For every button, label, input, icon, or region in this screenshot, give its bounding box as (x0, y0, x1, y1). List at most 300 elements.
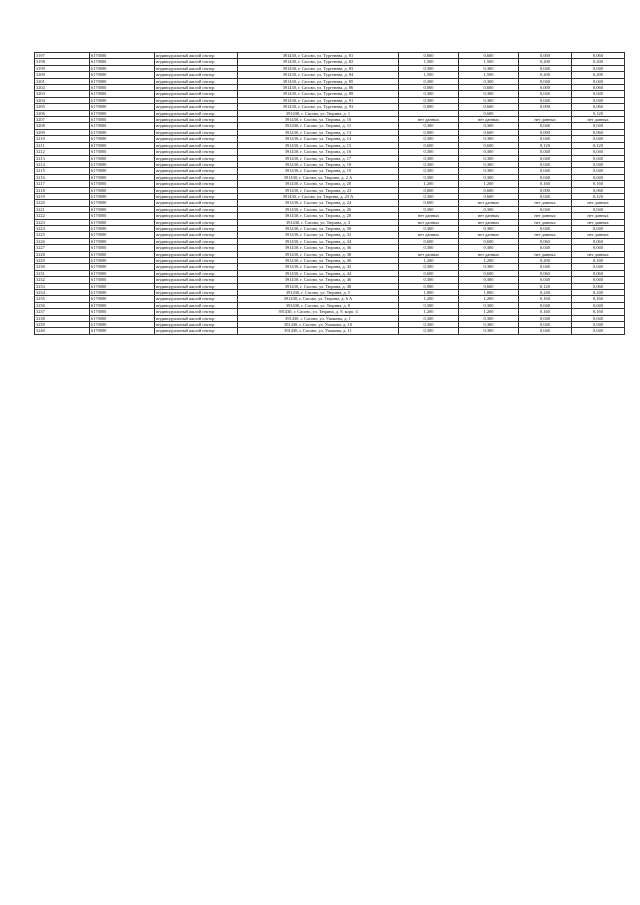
cell-sector: индивидуальный жилой сектор (155, 117, 238, 123)
cell-v1: 0,300 (399, 328, 459, 334)
cell-v4: 0,120 (572, 142, 625, 148)
cell-v4: 0,040 (572, 149, 625, 155)
cell-v2: 0,300 (459, 168, 519, 174)
cell-address: 391430, г. Сасово, ул. Тургенева, д. 86 (238, 85, 399, 91)
cell-v3: 0,040 (519, 206, 572, 212)
cell-v3: 0,040 (519, 264, 572, 270)
cell-v2: 0,300 (459, 302, 519, 308)
cell-sector: индивидуальный жилой сектор (155, 328, 238, 334)
cell-address: 391430, г. Сасово, ул. Тургенева, д. 85 (238, 78, 399, 84)
cell-id: 3209 (35, 129, 90, 135)
cell-v4: 0,040 (572, 123, 625, 129)
cell-v2: нет данных (459, 213, 519, 219)
cell-v1: 0,600 (399, 270, 459, 276)
cell-code: 6170000 (90, 91, 155, 97)
cell-sector: индивидуальный жилой сектор (155, 123, 238, 129)
cell-v1: 0,300 (399, 264, 459, 270)
cell-v2: 0,600 (459, 283, 519, 289)
cell-v3: 0,000 (519, 85, 572, 91)
cell-code: 6170000 (90, 187, 155, 193)
cell-sector: индивидуальный жилой сектор (155, 206, 238, 212)
cell-id: 3222 (35, 213, 90, 219)
cell-v4: 0,060 (572, 187, 625, 193)
cell-id: 3227 (35, 245, 90, 251)
cell-address: 391430, г. Сасово, ул. Тюрина, д. 26 (238, 206, 399, 212)
cell-sector: индивидуальный жилой сектор (155, 78, 238, 84)
cell-address: 391430, г. Сасово, ул. Ушакова, д. 11 (238, 328, 399, 334)
cell-id: 3214 (35, 161, 90, 167)
cell-code: 6170000 (90, 264, 155, 270)
cell-address: 391430, г. Сасово, ул. Тюрина, д. 6 А (238, 296, 399, 302)
cell-v1: 0,300 (399, 168, 459, 174)
cell-v1: нет данных (399, 117, 459, 123)
cell-v1: 0,600 (399, 200, 459, 206)
cell-v4: 0,060 (572, 270, 625, 276)
cell-sector: индивидуальный жилой сектор (155, 302, 238, 308)
cell-v4: 0,240 (572, 290, 625, 296)
cell-sector: индивидуальный жилой сектор (155, 174, 238, 180)
cell-id: 3232 (35, 277, 90, 283)
cell-v3: 0,040 (519, 174, 572, 180)
cell-v3: нет данных (519, 232, 572, 238)
cell-v3: 0,200 (519, 72, 572, 78)
cell-id: 3204 (35, 97, 90, 103)
cell-id: 3234 (35, 290, 90, 296)
cell-v3: 0,040 (519, 193, 572, 199)
cell-address: 391430, г. Сасово, ул. Тургенева, д. 93 (238, 104, 399, 110)
cell-address: 391430, г. Сасово, ул. Тюрина, д. 48 (238, 283, 399, 289)
cell-v3: 0,200 (519, 59, 572, 65)
cell-v3: 0,000 (519, 104, 572, 110)
cell-v4: 0,040 (572, 245, 625, 251)
cell-address: 391430, г. Сасово, ул. Тюрина, д. 19 (238, 168, 399, 174)
cell-sector: индивидуальный жилой сектор (155, 65, 238, 71)
cell-code: 6170000 (90, 322, 155, 328)
cell-v3: 0,040 (519, 328, 572, 334)
cell-address: 391430, г. Сасово, ул. Тюрина, д. 32 (238, 232, 399, 238)
cell-code: 6170000 (90, 181, 155, 187)
cell-v1: нет данных (399, 219, 459, 225)
cell-id: 3201 (35, 78, 90, 84)
cell-id: 3216 (35, 174, 90, 180)
cell-code: 6170000 (90, 59, 155, 65)
cell-v4: 0,040 (572, 161, 625, 167)
cell-v3: 0,040 (519, 315, 572, 321)
cell-v2: 0,600 (459, 104, 519, 110)
cell-v4: 0,040 (572, 315, 625, 321)
cell-v2: 0,300 (459, 149, 519, 155)
cell-id: 3230 (35, 264, 90, 270)
cell-id: 3218 (35, 187, 90, 193)
cell-address: 391430, г. Сасово, ул. Тюрина, д. 5 (238, 290, 399, 296)
cell-id: 3228 (35, 251, 90, 257)
cell-address: 391430, г. Сасово, ул. Тюрина, д. 9, корп. 4 (238, 309, 399, 315)
cell-address: 391430, г. Сасово, ул. Тюрина, д. 46 (238, 277, 399, 283)
cell-id: 3226 (35, 238, 90, 244)
cell-v4: 0,160 (572, 181, 625, 187)
data-table (34, 52, 625, 335)
cell-v3: 0,040 (519, 91, 572, 97)
table-body (35, 53, 625, 335)
cell-v4: 0,160 (572, 309, 625, 315)
cell-v4: 0,040 (572, 277, 625, 283)
cell-v3: 0,240 (519, 290, 572, 296)
cell-v2: 1,200 (459, 181, 519, 187)
cell-sector: индивидуальный жилой сектор (155, 187, 238, 193)
cell-v1: 0,300 (399, 302, 459, 308)
cell-code: 6170000 (90, 72, 155, 78)
table-row (35, 328, 625, 334)
cell-id: 3236 (35, 302, 90, 308)
cell-id: 3208 (35, 123, 90, 129)
cell-v1: 0,600 (399, 142, 459, 148)
cell-v4: 0,040 (572, 174, 625, 180)
cell-v2: 0,600 (459, 85, 519, 91)
cell-v4: нет данных (572, 232, 625, 238)
cell-v2: 0,300 (459, 264, 519, 270)
cell-v4: 0,060 (572, 104, 625, 110)
cell-sector: индивидуальный жилой сектор (155, 225, 238, 231)
cell-code: 6170000 (90, 97, 155, 103)
cell-id: 3211 (35, 142, 90, 148)
cell-v3: 0,040 (519, 78, 572, 84)
cell-v3: 0,040 (519, 168, 572, 174)
cell-v3: нет данных (519, 251, 572, 257)
cell-v3: 0,040 (519, 155, 572, 161)
cell-id: 3199 (35, 65, 90, 71)
cell-v2: 0,300 (459, 65, 519, 71)
cell-id: 3231 (35, 270, 90, 276)
cell-code: 6170000 (90, 161, 155, 167)
cell-v1: 0,000 (399, 129, 459, 135)
cell-v4: нет данных (572, 117, 625, 123)
cell-sector: индивидуальный жилой сектор (155, 155, 238, 161)
cell-code: 6170000 (90, 149, 155, 155)
cell-code: 6170000 (90, 251, 155, 257)
cell-code: 6170000 (90, 232, 155, 238)
cell-id: 3221 (35, 206, 90, 212)
cell-v4: 0,040 (572, 136, 625, 142)
cell-sector: индивидуальный жилой сектор (155, 72, 238, 78)
cell-v1: 0,300 (399, 155, 459, 161)
cell-v2: 0,300 (459, 277, 519, 283)
cell-address: 391430, г. Сасово, ул. Тюрина, д. 23 А (238, 193, 399, 199)
cell-v4: 0,200 (572, 72, 625, 78)
cell-v4: 0,040 (572, 168, 625, 174)
cell-sector: индивидуальный жилой сектор (155, 181, 238, 187)
cell-address: 391430, г. Сасово, ул. Тюрина, д. 23 (238, 187, 399, 193)
cell-sector: индивидуальный жилой сектор (155, 193, 238, 199)
cell-v3: 0,060 (519, 270, 572, 276)
cell-v4: 0,040 (572, 328, 625, 334)
cell-address: 391430, г. Сасово, ул. Тургенева, д. 81 (238, 53, 399, 59)
cell-sector: индивидуальный жилой сектор (155, 283, 238, 289)
cell-code: 6170000 (90, 123, 155, 129)
cell-sector: индивидуальный жилой сектор (155, 296, 238, 302)
cell-address: 391430, г. Сасово, ул. Тюрина, д. 1 (238, 110, 399, 116)
cell-id: 3212 (35, 149, 90, 155)
cell-v1: 1,500 (399, 59, 459, 65)
cell-id: 3205 (35, 104, 90, 110)
cell-address: 391430, г. Сасово, ул. Тургенева, д. 82 (238, 59, 399, 65)
cell-code: 6170000 (90, 283, 155, 289)
cell-v1: 0,300 (399, 225, 459, 231)
cell-v1: нет данных (399, 213, 459, 219)
cell-sector: индивидуальный жилой сектор (155, 251, 238, 257)
cell-code: 6170000 (90, 200, 155, 206)
cell-id: 3203 (35, 91, 90, 97)
cell-v2: 0,300 (459, 225, 519, 231)
cell-address: 391430, г. Сасово, ул. Тюрина, д. 17 (238, 155, 399, 161)
cell-v2: нет данных (459, 251, 519, 257)
cell-v3: 0,040 (519, 322, 572, 328)
cell-v1: 1,800 (399, 290, 459, 296)
cell-v2: 1,200 (459, 296, 519, 302)
cell-v3: 0,160 (519, 309, 572, 315)
cell-v3: 0,040 (519, 277, 572, 283)
cell-id: 3220 (35, 200, 90, 206)
cell-code: 6170000 (90, 219, 155, 225)
cell-id: 3219 (35, 193, 90, 199)
cell-v2: 0,600 (459, 53, 519, 59)
cell-v3: 0,200 (519, 258, 572, 264)
cell-sector: индивидуальный жилой сектор (155, 315, 238, 321)
cell-code: 6170000 (90, 136, 155, 142)
cell-address: 391430, г. Сасово, ул. Тургенева, д. 84 (238, 72, 399, 78)
cell-v4: 0,160 (572, 296, 625, 302)
cell-v1: нет данных (399, 251, 459, 257)
cell-sector: индивидуальный жилой сектор (155, 270, 238, 276)
cell-v4: 0,040 (572, 97, 625, 103)
cell-id: 3206 (35, 110, 90, 116)
cell-id: 3238 (35, 315, 90, 321)
cell-address: 391430, г. Сасово, ул. Тюрина, д. 10 (238, 117, 399, 123)
cell-code: 6170000 (90, 270, 155, 276)
cell-address: 391430, г. Сасово, ул. Тюрина, д. 44 (238, 270, 399, 276)
cell-v2: 0,300 (459, 174, 519, 180)
cell-id: 3198 (35, 59, 90, 65)
cell-v3: 0,000 (519, 129, 572, 135)
cell-sector: индивидуальный жилой сектор (155, 213, 238, 219)
cell-v1: 0,300 (399, 315, 459, 321)
cell-v1: 0,300 (399, 123, 459, 129)
cell-v1: 1,200 (399, 181, 459, 187)
cell-address: 391430, г. Сасово, ул. Тюрина, д. 11 (238, 123, 399, 129)
cell-v2: 0,300 (459, 91, 519, 97)
cell-sector: индивидуальный жилой сектор (155, 200, 238, 206)
cell-v3: 0,060 (519, 238, 572, 244)
cell-v1: 0,300 (399, 277, 459, 283)
cell-address: 391430, г. Сасово, ул. Тюрина, д. 14 (238, 136, 399, 142)
cell-v2: 0,300 (459, 206, 519, 212)
cell-v2: 0,300 (459, 97, 519, 103)
cell-code: 6170000 (90, 85, 155, 91)
cell-v1: нет данных (399, 232, 459, 238)
cell-v3: 0,040 (519, 97, 572, 103)
cell-v3: нет данных (519, 219, 572, 225)
cell-v2: 0,300 (459, 245, 519, 251)
cell-v1: 0,300 (399, 161, 459, 167)
cell-v3: 0,040 (519, 245, 572, 251)
cell-address: 391430, г. Сасово, ул. Тюрина, д. 36 (238, 245, 399, 251)
document-sheet (34, 52, 609, 335)
cell-address: 391430, г. Сасово, ул. Ушакова, д. 10 (238, 322, 399, 328)
cell-code: 6170000 (90, 245, 155, 251)
cell-id: 3225 (35, 232, 90, 238)
cell-address: 391430, г. Сасово, ул. Тургенева, д. 91 (238, 97, 399, 103)
cell-v3: 0,040 (519, 225, 572, 231)
cell-address: 391430, г. Сасово, ул. Тюрина, д. 38 (238, 251, 399, 257)
cell-sector: индивидуальный жилой сектор (155, 168, 238, 174)
cell-v2: 0,600 (459, 193, 519, 199)
cell-sector: индивидуальный жилой сектор (155, 85, 238, 91)
cell-v2: 1,500 (459, 59, 519, 65)
cell-v2: 0,300 (459, 155, 519, 161)
cell-code: 6170000 (90, 65, 155, 71)
cell-v4: 0,040 (572, 65, 625, 71)
cell-v2: нет данных (459, 117, 519, 123)
cell-id: 3217 (35, 181, 90, 187)
cell-v2: 0,600 (459, 142, 519, 148)
cell-code: 6170000 (90, 142, 155, 148)
cell-address: 391430, г. Сасово, ул. Тюрина, д. 34 (238, 238, 399, 244)
cell-v2: 0,600 (459, 270, 519, 276)
cell-v3: нет данных (519, 213, 572, 219)
cell-sector: индивидуальный жилой сектор (155, 245, 238, 251)
cell-code: 6170000 (90, 174, 155, 180)
cell-id: 3235 (35, 296, 90, 302)
cell-address: 391430, г. Сасово, ул. Тюрина, д. 15 (238, 142, 399, 148)
cell-v2: 0,300 (459, 322, 519, 328)
cell-v3: 0,040 (519, 161, 572, 167)
cell-v3: 0,160 (519, 181, 572, 187)
cell-code: 6170000 (90, 328, 155, 334)
cell-code: 6170000 (90, 238, 155, 244)
cell-v4: 0,040 (572, 322, 625, 328)
cell-v3: 0,160 (519, 296, 572, 302)
cell-v3: 0,040 (519, 149, 572, 155)
cell-v1: 0,300 (399, 149, 459, 155)
cell-v3: 0,000 (519, 187, 572, 193)
cell-code: 6170000 (90, 296, 155, 302)
cell-sector: индивидуальный жилой сектор (155, 97, 238, 103)
cell-sector: индивидуальный жилой сектор (155, 149, 238, 155)
cell-sector: индивидуальный жилой сектор (155, 290, 238, 296)
cell-v1: 0,300 (399, 206, 459, 212)
cell-v2: 1,200 (459, 309, 519, 315)
cell-address: 391430, г. Сасово, ул. Тюрина, д. 24 (238, 200, 399, 206)
cell-code: 6170000 (90, 277, 155, 283)
cell-sector: индивидуальный жилой сектор (155, 161, 238, 167)
cell-v4: 0,060 (572, 129, 625, 135)
cell-code: 6170000 (90, 104, 155, 110)
cell-sector: индивидуальный жилой сектор (155, 59, 238, 65)
cell-v3: 0,040 (519, 136, 572, 142)
cell-v1: 0,000 (399, 53, 459, 59)
cell-v1: 1,200 (399, 296, 459, 302)
cell-v1: 1,200 (399, 258, 459, 264)
cell-v1: 1,500 (399, 72, 459, 78)
cell-v2: 0,300 (459, 315, 519, 321)
cell-address: 391430, г. Сасово, ул. Тюрина, д. 20 (238, 181, 399, 187)
cell-address: 391430, г. Сасово, ул. Тюрина, д. 40 (238, 258, 399, 264)
cell-code: 6170000 (90, 110, 155, 116)
cell-v2: 0,300 (459, 328, 519, 334)
cell-v3: 0,040 (519, 65, 572, 71)
cell-code: 6170000 (90, 290, 155, 296)
cell-address: 391430, г. Сасово, ул. Тюрина, д. 16 (238, 149, 399, 155)
cell-v2: 0,300 (459, 123, 519, 129)
cell-id: 3229 (35, 258, 90, 264)
cell-sector: индивидуальный жилой сектор (155, 219, 238, 225)
cell-id: 3202 (35, 85, 90, 91)
cell-v1: 0,000 (399, 85, 459, 91)
cell-id: 3207 (35, 117, 90, 123)
cell-v4: 0,060 (572, 238, 625, 244)
cell-v1: 0,300 (399, 97, 459, 103)
cell-v2: нет данных (459, 219, 519, 225)
cell-v1: 0,300 (399, 245, 459, 251)
cell-v3: 0,120 (519, 283, 572, 289)
cell-v1: 0,300 (399, 91, 459, 97)
cell-sector: индивидуальный жилой сектор (155, 309, 238, 315)
cell-id: 3213 (35, 155, 90, 161)
cell-code: 6170000 (90, 117, 155, 123)
cell-code: 6170000 (90, 302, 155, 308)
cell-v4: 0,060 (572, 53, 625, 59)
cell-id: 3210 (35, 136, 90, 142)
cell-id: 3239 (35, 322, 90, 328)
cell-v2: нет данных (459, 232, 519, 238)
cell-address: 391430, г. Сасово, ул. Тюрина, д. 3 (238, 219, 399, 225)
cell-sector: индивидуальный жилой сектор (155, 264, 238, 270)
cell-address: 391430, г. Сасово, ул. Тургенева, д. 89 (238, 91, 399, 97)
cell-v2: 0,300 (459, 161, 519, 167)
cell-v1: 0,300 (399, 174, 459, 180)
cell-sector: индивидуальный жилой сектор (155, 110, 238, 116)
cell-code: 6170000 (90, 155, 155, 161)
cell-sector: индивидуальный жилой сектор (155, 53, 238, 59)
cell-code: 6170000 (90, 225, 155, 231)
cell-v2: 0,600 (459, 187, 519, 193)
cell-v2: 0,600 (459, 129, 519, 135)
cell-sector: индивидуальный жилой сектор (155, 129, 238, 135)
cell-address: 391430, г. Сасово, ул. Тюрина, д. 30 (238, 225, 399, 231)
cell-code: 6170000 (90, 206, 155, 212)
cell-v2: 1,800 (459, 290, 519, 296)
cell-id: 3197 (35, 53, 90, 59)
cell-code: 6170000 (90, 258, 155, 264)
cell-id: 3233 (35, 283, 90, 289)
cell-address: 391430, г. Сасово, ул. Тюрина, д. 2 А (238, 174, 399, 180)
cell-v3: нет данных (519, 200, 572, 206)
cell-sector: индивидуальный жилой сектор (155, 142, 238, 148)
cell-v4: 0,200 (572, 59, 625, 65)
cell-v4: 0,120 (572, 110, 625, 116)
cell-sector: индивидуальный жилой сектор (155, 322, 238, 328)
cell-v4: 0,040 (572, 78, 625, 84)
cell-code: 6170000 (90, 193, 155, 199)
cell-sector: индивидуальный жилой сектор (155, 104, 238, 110)
cell-v4: нет данных (572, 213, 625, 219)
cell-v4: 0,060 (572, 85, 625, 91)
cell-v4: 0,040 (572, 225, 625, 231)
cell-v2: 0,600 (459, 110, 519, 116)
cell-code: 6170000 (90, 315, 155, 321)
cell-code: 6170000 (90, 168, 155, 174)
cell-sector: индивидуальный жилой сектор (155, 232, 238, 238)
cell-code: 6170000 (90, 53, 155, 59)
